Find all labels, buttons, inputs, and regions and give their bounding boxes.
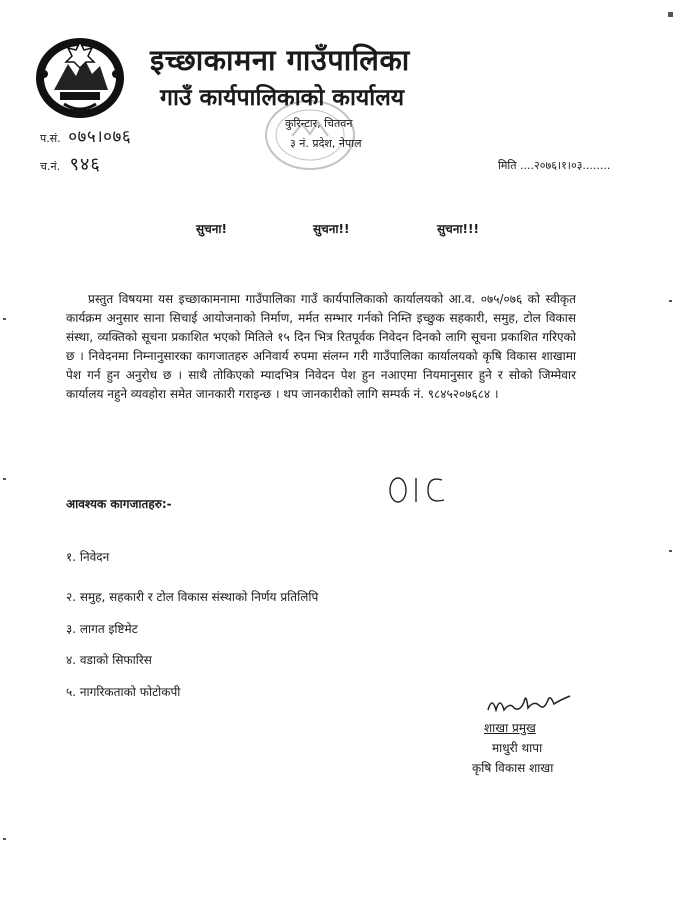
scan-mark xyxy=(668,12,673,17)
scan-mark xyxy=(3,318,6,320)
letter-number xyxy=(40,124,131,147)
office-name: गाउँ कार्यपालिकाको कार्यालय xyxy=(160,85,405,111)
municipality-name: इच्छाकामना गाउँपालिका xyxy=(150,43,410,77)
signature-icon xyxy=(484,682,574,718)
handwritten-initials-icon xyxy=(386,468,456,508)
date-label: मिति xyxy=(498,159,517,172)
dispatch-number-value: ९४६ xyxy=(69,154,101,175)
signatory-name: माधुरी थापा xyxy=(492,741,543,755)
signatory-department: कृषि विकास शाखा xyxy=(472,761,554,775)
scan-mark xyxy=(669,300,672,302)
office-address-line1: कुरिन्टार, चितवन xyxy=(285,117,353,130)
dispatch-number-label: च.नं. xyxy=(40,160,61,173)
scan-mark xyxy=(3,478,6,480)
notice-heading-1: सुचना! xyxy=(196,222,227,236)
requirement-item: ५. नागरिकताको फोटोकपी xyxy=(66,685,181,699)
scan-mark xyxy=(3,838,6,840)
requirement-item: ३. लागत इष्टिमेट xyxy=(66,622,138,636)
dispatch-number xyxy=(40,152,101,176)
office-address-line2: ३ नं. प्रदेश, नेपाल xyxy=(290,137,362,150)
signatory-block xyxy=(472,718,554,778)
notice-heading-2: सुचना!! xyxy=(313,222,350,236)
requirement-item: २. समुह, सहकारी र टोल विकास संस्थाको निर्णय प्रतिलिपि xyxy=(66,590,319,604)
date-value: ....२०७६।१।०३........ xyxy=(520,159,611,172)
letter-number-value: ०७५।०७६ xyxy=(68,127,132,147)
requirements-heading: आवश्यक कागजातहरु:- xyxy=(66,497,172,511)
municipality-emblem-icon xyxy=(34,34,126,120)
requirement-item: १. निवेदन xyxy=(66,550,110,564)
signatory-role: शाखा प्रमुख xyxy=(484,721,536,735)
letter-date xyxy=(498,158,610,173)
requirement-item: ४. वडाको सिफारिस xyxy=(66,653,152,667)
notice-heading-3: सुचना!!! xyxy=(437,222,479,236)
letter-number-label: प.सं. xyxy=(40,132,61,145)
scan-mark xyxy=(669,550,672,552)
notice-body: प्रस्तुत विषयमा यस इच्छाकामनामा गाउँपालिका गाउँ कार्यपालिकाको कार्यालयको आ.व. ०७५/०७६ को स्वीकृत कार्यक्रम अनुसार साना सिचाई आयोजनाको निर्माण, मर्मत सम्भार गर्नको निम्ति इच्छुक सहकारी, समुह, टोल विकास संस्था, व्यक्तिको सूचना प्रकाशित भएको मितिले १५ दिन भित्र रितपूर्वक निवेदन दिनको लागि सूचना प्रकाशित गरिएको छ । निवेदनमा निम्नानुसारका कागजातहरु अनिवार्य रुपमा संलग्न गरी गाउँपालिका कार्यालयको कृषि विकास शाखामा पेश गर्न हुन अनुरोध छ । साथै तोकिएको म्यादभित्र निवेदन पेश हुन नआएमा नियमानुसार हुने र सोको जिम्मेवार कार्यालय नहुने व्यवहोरा समेत जानकारी गराइन्छ । थप जानकारीको लागि सम्पर्क नं. ९८४५२०७६८४ । xyxy=(66,292,576,401)
